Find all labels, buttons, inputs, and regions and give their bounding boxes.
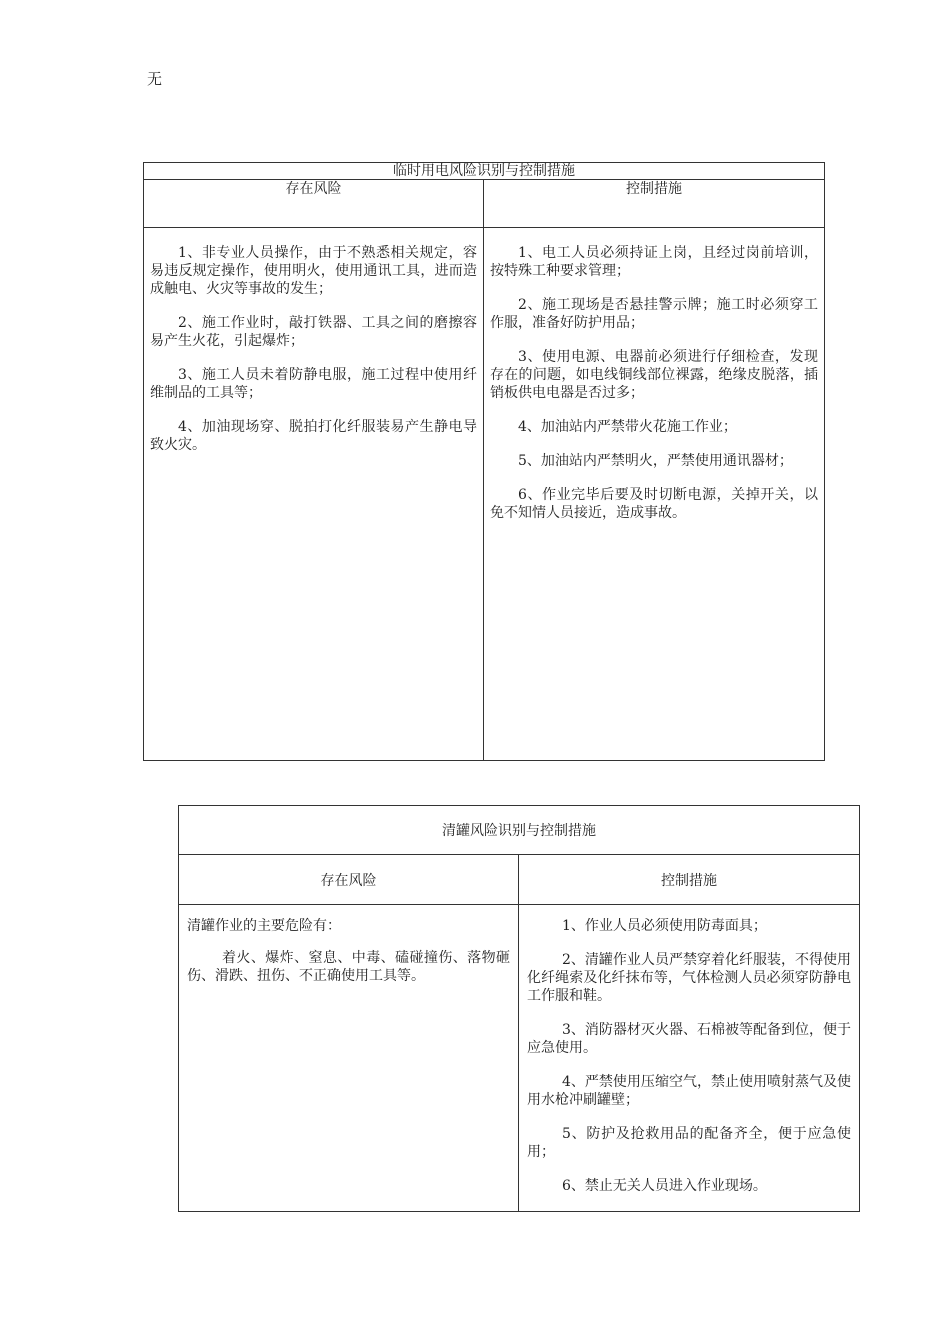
table1-control-item: 4、加油站内严禁带火花施工作业；: [518, 419, 737, 435]
table2-control-item: 3、消防器材灭火器、石棉被等配备到位，便于应急使用。: [527, 1022, 851, 1056]
table2-risk-detail: 着火、爆炸、窒息、中毒、磕碰撞伤、落物砸伤、滑跌、扭伤、不正确使用工具等。: [187, 950, 510, 984]
table2-control-item: 1、作业人员必须使用防毒面具；: [562, 918, 767, 934]
table1-control-item: 6、作业完毕后要及时切断电源，关掉开关，以免不知情人员接近，造成事故。: [490, 487, 818, 521]
table1-risk-item: 1、非专业人员操作，由于不熟悉相关规定，容易违反规定操作，使用明火，使用通讯工具，进而造成触电、火灾等事故的发生；: [150, 245, 477, 297]
table1-control-cell: [484, 228, 825, 761]
table2-control-item: 6、禁止无关人员进入作业现场。: [562, 1178, 767, 1194]
table1-risk-item: 2、施工作业时，敲打铁器、工具之间的磨擦容易产生火花，引起爆炸；: [150, 315, 477, 349]
top-note: 无: [147, 70, 163, 88]
table2-control-item: 2、清罐作业人员严禁穿着化纤服装，不得使用化纤绳索及化纤抹布等，气体检测人员必须穿防静电工作服和鞋。: [527, 952, 851, 1004]
table1-control-header: 控制措施: [484, 180, 825, 228]
table1-risk-header: 存在风险: [144, 180, 484, 228]
table2-control-item: 4、严禁使用压缩空气，禁止使用喷射蒸气及使用水枪冲刷罐壁；: [527, 1074, 851, 1108]
table2-control-cell: [519, 905, 860, 1212]
table1-risk-cell: [144, 228, 484, 761]
tank-cleaning-risk-table: [178, 805, 860, 1212]
table1-control-item: 2、施工现场是否悬挂警示牌；施工时必须穿工作服，准备好防护用品；: [490, 297, 818, 331]
table2-risk-header: 存在风险: [179, 855, 519, 905]
table2-control-header: 控制措施: [519, 855, 860, 905]
table1-control-item: 5、加油站内严禁明火，严禁使用通讯器材；: [518, 453, 793, 469]
table2-risk-cell: [179, 905, 519, 1212]
table1-control-item: 1、电工人员必须持证上岗，且经过岗前培训，按特殊工种要求管理；: [490, 245, 818, 279]
table1-title: 临时用电风险识别与控制措施: [144, 163, 825, 180]
table2-risk-intro: 清罐作业的主要危险有：: [187, 918, 341, 934]
table1-risk-item: 3、施工人员未着防静电服，施工过程中使用纤维制品的工具等；: [150, 367, 477, 401]
temporary-electricity-risk-table: [143, 162, 825, 761]
table1-risk-item: 4、加油现场穿、脱拍打化纤服装易产生静电导致火灾。: [150, 419, 477, 453]
table1-control-item: 3、使用电源、电器前必须进行仔细检查，发现存在的问题，如电线铜线部位裸露，绝缘皮脱落，插销板供电电器是否过多；: [490, 349, 818, 401]
table2-title: 清罐风险识别与控制措施: [179, 806, 860, 855]
table2-control-item: 5、防护及抢救用品的配备齐全，便于应急使用；: [527, 1126, 851, 1160]
